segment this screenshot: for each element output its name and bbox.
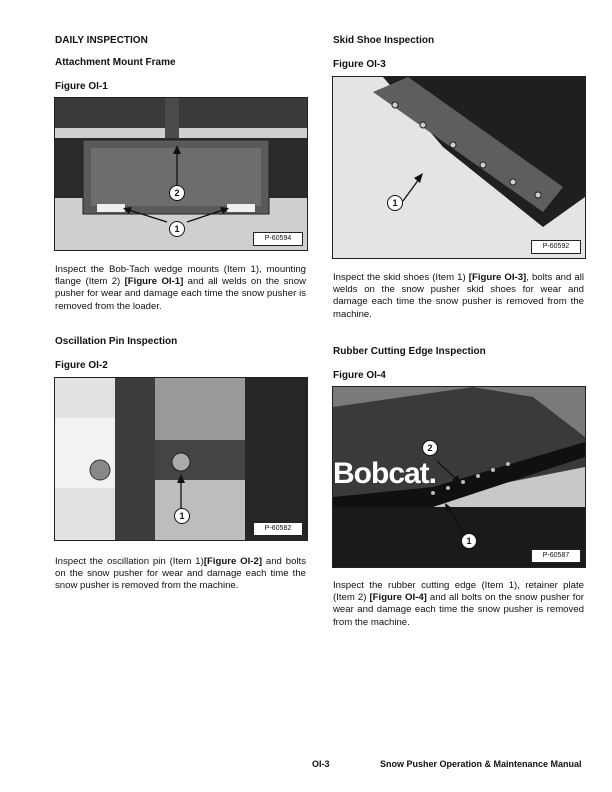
figure-oi-2 (54, 377, 308, 541)
figure-oi-3 (332, 76, 586, 259)
figure-label-oi-1: Figure OI-1 (55, 81, 108, 92)
photo-code: P-60582 (253, 522, 303, 536)
bobcat-logo-text: Bobcat. (333, 457, 437, 490)
photo-code: P-60592 (531, 240, 581, 254)
manual-title: Snow Pusher Operation & Maintenance Manual (380, 759, 582, 769)
paragraph-oscillation-pin: Inspect the oscillation pin (Item 1)[Figure OI-2] and bolts on the snow pusher for wear and damage each time the snow pusher is removed from the machine. (55, 556, 306, 592)
subheading-attachment-mount-frame: Attachment Mount Frame (55, 57, 176, 68)
figure-oi-3-photo (333, 77, 585, 258)
figure-label-oi-2: Figure OI-2 (55, 360, 108, 371)
paragraph-rubber-cutting-edge: Inspect the rubber cutting edge (Item 1), retainer plate (Item 2) [Figure OI-4] and all bolts on the snow pusher for wear and damage each time the snow pusher is removed from the machine. (333, 580, 584, 628)
paragraph-skid-shoe: Inspect the skid shoes (Item 1) [Figure OI-3], bolts and all welds on the snow pusher skid shoes for wear and damage each time the snow pusher is removed from the machine. (333, 272, 584, 320)
callout-2: 2 (169, 185, 185, 201)
photo-code: P-60587 (531, 549, 581, 563)
figure-ref: [Figure OI-4] (369, 592, 427, 604)
page-number: OI-3 (312, 759, 330, 769)
figure-oi-4 (332, 386, 586, 568)
callout-1: 1 (387, 195, 403, 211)
figure-ref: [Figure OI-1] (124, 276, 184, 288)
callout-2: 2 (422, 440, 438, 456)
callout-1: 1 (174, 508, 190, 524)
figure-oi-1 (54, 97, 308, 251)
subheading-skid-shoe: Skid Shoe Inspection (333, 35, 435, 46)
paragraph-attachment-mount: Inspect the Bob-Tach wedge mounts (Item 1), mounting flange (Item 2) [Figure OI-1] and all welds on the snow pusher for wear and damage each time the snow pusher is removed from the loader. (55, 264, 307, 312)
figure-ref: [Figure OI-2] (203, 556, 263, 567)
callout-1: 1 (169, 221, 185, 237)
figure-label-oi-3: Figure OI-3 (333, 59, 386, 70)
photo-code: P-60594 (253, 232, 303, 246)
figure-label-oi-4: Figure OI-4 (333, 370, 386, 381)
section-title: DAILY INSPECTION (55, 35, 148, 46)
subheading-rubber-cutting-edge: Rubber Cutting Edge Inspection (333, 346, 486, 357)
callout-1: 1 (461, 533, 477, 549)
figure-ref: [Figure OI-3] (468, 272, 527, 283)
subheading-oscillation-pin: Oscillation Pin Inspection (55, 336, 178, 347)
